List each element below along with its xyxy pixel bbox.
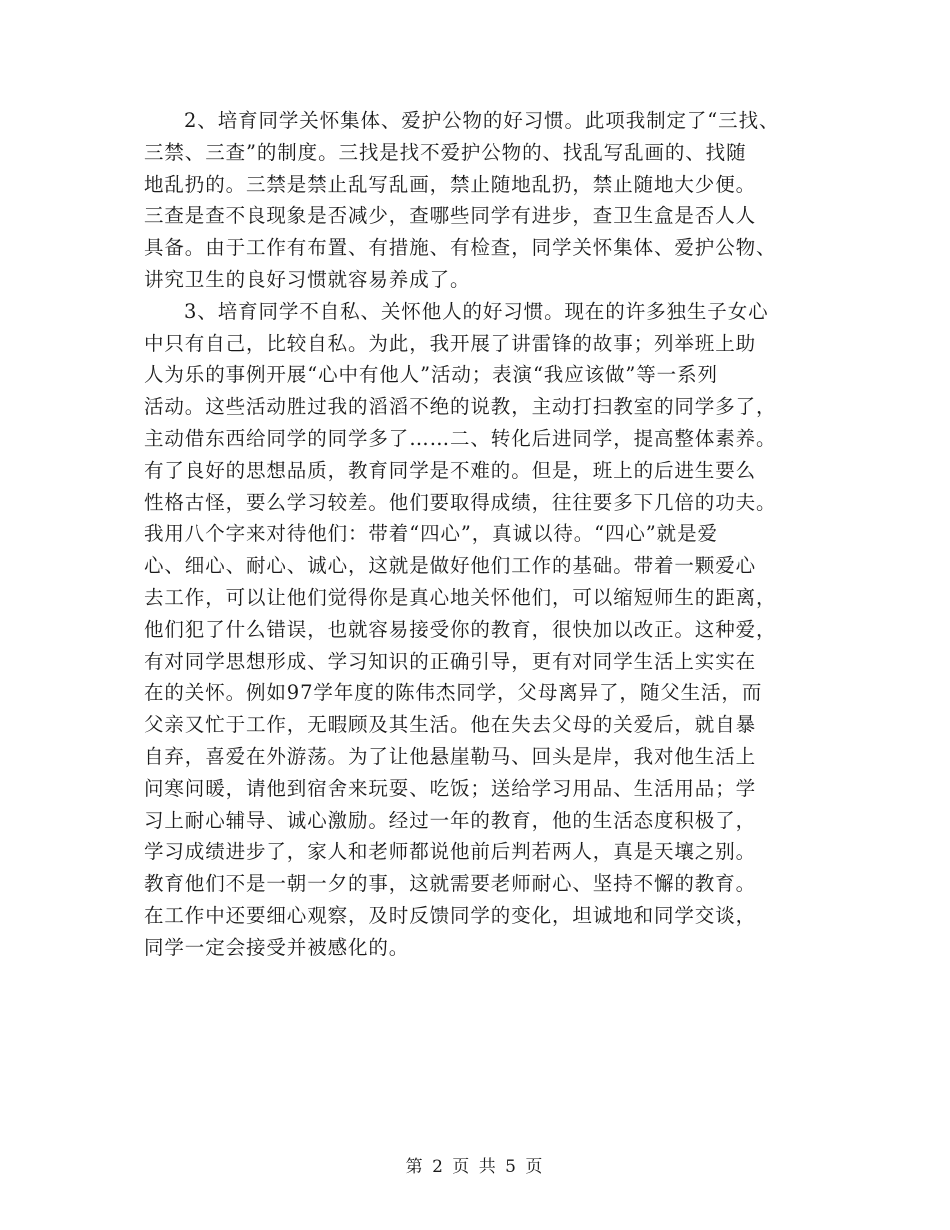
paragraph-line: 在工作中还要细心观察，及时反馈同学的变化，坦诚地和同学交谈，	[144, 903, 757, 927]
paragraph-line: 同学一定会接受并被感化的。	[144, 935, 410, 959]
page-number-footer: 第 2 页 共 5 页	[405, 1157, 545, 1177]
paragraph-line: 地乱扔的。三禁是禁止乱写乱画，禁止随地乱扔，禁止随地大少便。	[144, 172, 757, 196]
paragraph-line: 学习成绩进步了，家人和老师都说他前后判若两人，真是天壤之别。	[144, 840, 757, 864]
paragraph-line: 心、细心、耐心、诚心，这就是做好他们工作的基础。带着一颗爱心	[144, 554, 757, 578]
paragraph-line: 他们犯了什么错误，也就容易接受你的教育，很快加以改正。这种爱，	[144, 617, 777, 641]
paragraph-line: 我用八个字来对待他们：带着“四心”，真诚以待。“四心”就是爱	[144, 522, 718, 546]
paragraph-line: 自弃，喜爱在外游荡。为了让他悬崖勒马、回头是岸，我对他生活上	[144, 744, 757, 768]
paragraph-line: 活动。这些活动胜过我的滔滔不绝的说教，主动打扫教室的同学多了，	[144, 395, 777, 419]
paragraph-line: 在的关怀。例如97学年度的陈伟杰同学，父母离异了，随父生活，而	[144, 681, 763, 705]
paragraph-line: 去工作，可以让他们觉得你是真心地关怀他们，可以缩短师生的距离，	[144, 585, 777, 609]
paragraph-line: 有对同学思想形成、学习知识的正确引导，更有对同学生活上实实在	[144, 649, 757, 673]
paragraph-line: 父亲又忙于工作，无暇顾及其生活。他在失去父母的关爱后，就自暴	[144, 713, 757, 737]
paragraph-line: 性格古怪，要么学习较差。他们要取得成绩，往往要多下几倍的功夫。	[144, 490, 777, 514]
paragraph-line: 问寒问暖，请他到宿舍来玩耍、吃饭；送给学习用品、生活用品；学	[144, 776, 757, 800]
paragraph-line: 主动借东西给同学的同学多了……二、转化后进同学，提高整体素养。	[144, 426, 777, 450]
paragraph-line: 教育他们不是一朝一夕的事，这就需要老师耐心、坚持不懈的教育。	[144, 872, 757, 896]
paragraph-line: 有了良好的思想品质，教育同学是不难的。但是，班上的后进生要么	[144, 458, 757, 482]
paragraph-line: 具备。由于工作有布置、有措施、有检查，同学关怀集体、爱护公物、	[144, 236, 777, 260]
document-body	[144, 105, 810, 964]
paragraph-line: 三禁、三查”的制度。三找是找不爱护公物的、找乱写乱画的、找随	[144, 140, 747, 164]
paragraph-line: 3、培育同学不自私、关怀他人的好习惯。现在的许多独生子女心	[184, 299, 769, 323]
paragraph-line: 2、培育同学关怀集体、爱护公物的好习惯。此项我制定了“三找、	[184, 109, 780, 132]
paragraph-line: 习上耐心辅导、诚心激励。经过一年的教育，他的生活态度积极了，	[144, 808, 757, 832]
paragraph-line: 三查是查不良现象是否减少，查哪些同学有进步，查卫生盒是否人人	[144, 204, 757, 228]
paragraph-line: 人为乐的事例开展“心中有他人”活动；表演“我应该做”等一系列	[144, 363, 718, 387]
paragraph-line: 讲究卫生的良好习惯就容易养成了。	[144, 267, 471, 291]
paragraph-line: 中只有自己，比较自私。为此，我开展了讲雷锋的故事；列举班上助	[144, 331, 757, 355]
